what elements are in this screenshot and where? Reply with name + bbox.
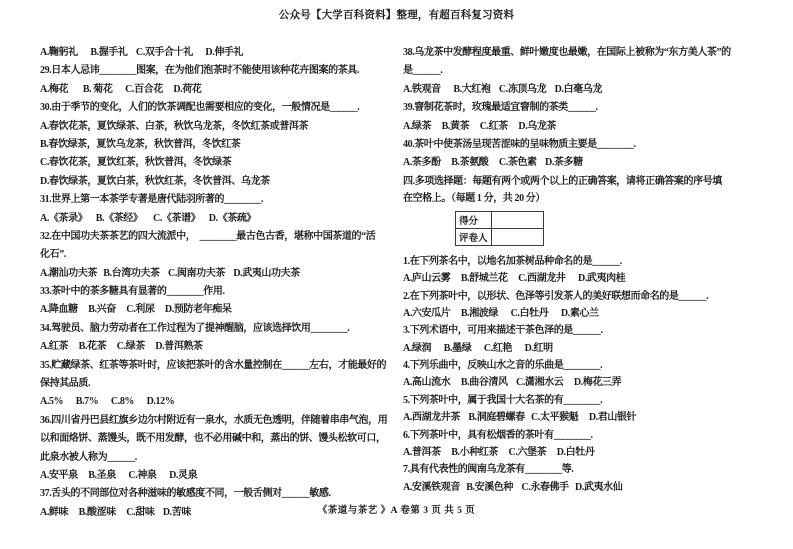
right-top-question-lines [403,44,771,173]
text-line: A.红茶 B.花茶 C.绿茶 D.普洱熟茶 [40,341,203,353]
text-line: 5.下列茶叶中，属于我国十大名茶的有________. [403,394,603,406]
text-line: A.鲜味 B.酸涩味 C.甜味 D.苦味 [40,506,191,518]
text-line: 此泉水被人称为______. [40,451,137,463]
text-line: 40.茶叶中使茶汤呈现苦涩味的呈味物质主要是________. [403,138,636,150]
grader-value-cell [492,228,544,245]
grader-row [456,228,544,245]
text-line: 化石”. [40,249,66,261]
text-line: B.春饮绿茶，夏饮乌龙茶，秋饮普洱，冬饮红茶 [40,138,241,150]
text-line: A.六安瓜片 B.湘波绿 C.白牡丹 D.素心兰 [403,307,599,319]
text-line: A.《茶录》 B.《茶经》 C.《茶谱》 D.《茶疏》 [40,212,257,224]
left-question-lines [40,44,398,522]
text-line: 4.下列乐曲中，反映山水之音的乐曲是________. [403,360,603,372]
text-line: A.春饮花茶，夏饮绿茶、白茶，秋饮乌龙茶，冬饮红茶或普洱茶 [40,120,309,132]
text-line: 33.茶叶中的茶多糖具有显著的________作用. [40,286,225,298]
text-line: A.绿茶 B.黄茶 C.红茶 D.乌龙茶 [403,120,557,132]
text-line: A.潮汕功夫茶 B.台湾功夫茶 C.闽南功夫茶 D.武夷山功夫茶 [40,267,300,279]
section-four-heading [403,173,771,207]
grader-label: 评卷人 [456,228,492,245]
text-line: A.5% B.7% C.8% D.12% [40,396,175,408]
right-column [403,44,771,496]
text-line: 35.贮藏绿茶、红茶等茶叶时，应该把茶叶的含水量控制在______左右，才能最好的 [40,359,387,371]
text-line: 39.窨制花茶时，玫瑰最适宜窨制的茶类______. [403,102,598,114]
score-value-cell [492,211,544,228]
text-line: A.绿润 B.墨绿 C.红艳 D.红明 [403,342,553,354]
text-line: 3.下列术语中，可用来描述干茶色泽的是______. [403,325,603,337]
text-line: 30.由于季节的变化，人们的饮茶调配也需要相应的变化，一般情况是______. [40,102,360,114]
text-line: A.西湖龙井茶 B.洞庭碧螺春 C.太平猴魁 D.君山银针 [403,412,637,424]
text-line: 是______. [403,65,443,77]
text-line: A.茶多酚 B.茶氨酸 C.茶色素 D.茶多糖 [403,157,583,169]
left-column [40,44,398,522]
text-line: A.梅花 B. 菊花 C.百合花 D.荷花 [40,83,202,95]
text-line: 7.具有代表性的闽南乌龙茶有________等. [403,464,574,476]
score-label: 得分 [456,211,492,228]
text-line: 34.驾驶员、脑力劳动者在工作过程为了提神醒脑，应该选择饮用________. [40,322,350,334]
text-line: 2.在下列茶叶中，以形状、色泽等引发茶人的美好联想而命名的是______. [403,290,709,302]
text-line: D.春饮绿茶，夏饮白茶，秋饮红茶，冬饮普洱、乌龙茶 [40,175,270,187]
text-line: 37.舌头的不同部位对各种滋味的敏感度不同，一般舌侧对______敏感. [40,488,331,500]
text-line: 保持其品质. [40,378,91,390]
text-line: A.铁观音 B.大红袍 C.冻顶乌龙 D.白毫乌龙 [403,83,602,95]
text-line: A.安溪铁观音 B.安溪色种 C.永春佛手 D.武夷水仙 [403,481,623,493]
text-line: A.安平泉 B.圣泉 C.神泉 D.灵泉 [40,469,198,481]
text-line: C.春饮花茶，夏饮红茶，秋饮普洱，冬饮绿茶 [40,157,232,169]
score-table [455,211,544,246]
text-line: 在空格上。（每题 1 分，共 20 分） [403,192,545,204]
text-line: 四.多项选择题：每题有两个或两个以上的正确答案，请将正确答案的序号填 [403,175,722,187]
text-line: 6.下列茶叶中，具有松烟香的茶叶有________. [403,429,593,441]
text-line: 1.在下列茶名中，以地名加茶树品种命名的是______. [403,255,622,267]
text-line: 32.在中国功夫茶茶艺的四大流派中， ________最古色古香，堪称中国茶道的“活 [40,230,376,242]
text-line: 29.日本人忌讳________图案，在为他们泡茶时不能使用该种花卉图案的茶具. [40,65,359,77]
text-line: 31.世界上第一本茶学专著是唐代陆羽所著的________. [40,194,263,206]
text-line: A.鞠躬礼 B.握手礼 C.双手合十礼 D.伸手礼 [40,47,244,58]
text-line: 36.四川省丹巴县红旗乡边尔村附近有一泉水，水质无色透明，伴随着串串气泡，用 [40,414,388,426]
text-line: A.高山流水 B.曲谷清风 C.潇湘水云 D.梅花三弄 [403,377,622,389]
text-line: A.普洱茶 B.小种红茶 C.六堡茶 D.白牡丹 [403,447,595,459]
text-line: A.降血糖 B.兴奋 C.利尿 D.预防老年痴呆 [40,304,232,316]
text-line: A.庐山云雾 B.舒城兰花 C.西湖龙井 D.武夷肉桂 [403,273,626,285]
page-header: 公众号【大学百科资料】整理，有超百科复习资料 [278,10,515,21]
text-line: 38.乌龙茶中发酵程度最重、鲜叶嫩度也最嫩，在国际上被称为“东方美人茶”的 [403,47,731,58]
score-row [456,211,544,228]
multi-choice-question-lines [403,253,771,496]
text-line: 以和面烙饼、蒸馒头，既不用发酵，也不必用碱中和，蒸出的饼、馒头松软可口， [40,433,386,445]
page-footer: 《茶道与茶艺 》A 卷第 3 页 共 5 页 [317,506,476,516]
